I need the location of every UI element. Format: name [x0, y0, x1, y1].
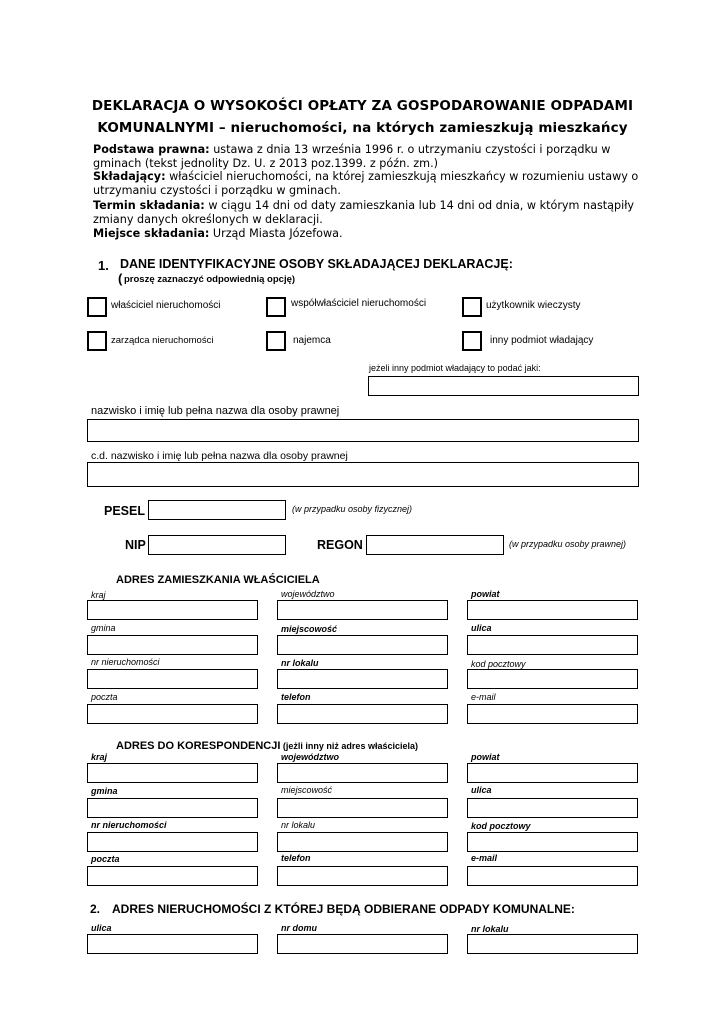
termin-text1: w ciągu 14 dni od daty zamieszkania lub 14 dni od dnia, w którym nastąpiły — [204, 199, 635, 213]
ak-poczta-label: poczta — [91, 854, 120, 864]
miejsce-label: Miejsce składania: — [93, 226, 210, 240]
az-poczta-field[interactable] — [87, 704, 258, 724]
checkbox-uzytkownik[interactable] — [462, 297, 482, 317]
ak-kraj-field[interactable] — [87, 763, 258, 783]
ak-gmina-label: gmina — [91, 786, 118, 796]
option-uzytkownik-label: użytkownik wieczysty — [486, 300, 581, 311]
podstawa-text1: ustawa z dnia 13 września 1996 r. o utrzymaniu czystości i porządku w — [209, 143, 611, 156]
nazwisko-label: nazwisko i imię lub pełna nazwa dla osoby prawnej — [91, 405, 340, 417]
section1-title: DANE IDENTYFIKACYJNE OSOBY SKŁADAJĄCEJ DEKLARACJĘ: — [120, 257, 513, 271]
az-kod-pocztowy-field[interactable] — [467, 669, 638, 689]
ak-nr-lokalu-field[interactable] — [277, 832, 448, 852]
az-nr-nieruchomosci-label: nr nieruchomości — [91, 657, 160, 667]
intro-block — [93, 143, 648, 240]
checkbox-najemca[interactable] — [266, 331, 286, 351]
az-poczta-label: poczta — [91, 692, 118, 702]
ak-email-label: e-mail — [471, 853, 498, 863]
ak-powiat-label: powiat — [471, 752, 500, 762]
regon-note: (w przypadku osoby prawnej) — [509, 539, 627, 549]
ak-telefon-label: telefon — [281, 853, 311, 863]
nip-label: NIP — [125, 538, 146, 552]
pesel-field[interactable] — [148, 500, 286, 520]
inny-podaj-label: jeżeli inny podmiot władający to podać jaki: — [369, 363, 541, 373]
nip-field[interactable] — [148, 535, 286, 555]
podstawa-text2: gminach (tekst jednolity Dz. U. z 2013 poz.1399. z późn. zm.) — [93, 156, 438, 170]
ak-title: ADRES DO KORESPONDENCJI — [116, 740, 281, 752]
ak-miejscowosc-field[interactable] — [277, 798, 448, 818]
ak-ulica-label: ulica — [471, 785, 492, 795]
termin-text2: zmiany danych określonych w deklaracji. — [93, 212, 323, 226]
az-kod-pocztowy-label: kod pocztowy — [471, 659, 526, 669]
ak-wojewodztwo-label: województwo — [281, 752, 339, 762]
ak-miejscowosc-label: miejscowość — [281, 785, 333, 795]
section1-subtitle-paren: ( — [118, 271, 123, 286]
ak-powiat-field[interactable] — [467, 763, 638, 783]
checkbox-wlasciciel[interactable] — [87, 297, 107, 317]
ak-telefon-field[interactable] — [277, 866, 448, 886]
az-powiat-field[interactable] — [467, 600, 638, 620]
az-email-field[interactable] — [467, 704, 638, 724]
checkbox-wspolwlasciciel[interactable] — [266, 297, 286, 317]
podstawa-line1 — [93, 143, 648, 157]
section2-number: 2. — [90, 902, 101, 916]
adres-korespondencji-heading — [116, 736, 418, 754]
option-zarzadca-label: zarządca nieruchomości — [111, 335, 214, 346]
checkbox-zarzadca[interactable] — [87, 331, 107, 351]
podstawa-label: Podstawa prawna: — [93, 143, 210, 156]
adres-zamieszkania-title: ADRES ZAMIESZKANIA WŁAŚCICIELA — [116, 574, 320, 586]
ak-nr-lokalu-label: nr lokalu — [281, 820, 316, 830]
section2-title: ADRES NIERUCHOMOŚCI Z KTÓREJ BĘDĄ ODBIERANE ODPADY KOMUNALNE: — [112, 902, 575, 916]
s2-nr-lokalu-field[interactable] — [467, 934, 638, 954]
ak-poczta-field[interactable] — [87, 866, 258, 886]
az-kraj-field[interactable] — [87, 600, 258, 620]
nazwisko-field[interactable] — [87, 419, 639, 442]
option-wspolwlasciciel-label: współwłaściciel nieruchomości — [291, 298, 427, 309]
s2-nr-domu-field[interactable] — [277, 934, 448, 954]
az-wojewodztwo-label: województwo — [281, 589, 335, 599]
az-telefon-field[interactable] — [277, 704, 448, 724]
section1-number: 1. — [98, 258, 109, 273]
option-wlasciciel-label: właściciel nieruchomości — [111, 300, 221, 311]
inny-podaj-field[interactable] — [368, 376, 639, 396]
pesel-label: PESEL — [104, 504, 145, 518]
ak-nr-nieruchomosci-label: nr nieruchomości — [91, 820, 167, 830]
document-title-line1: DEKLARACJA O WYSOKOŚCI OPŁATY ZA GOSPODAROWANIE ODPADAMI — [91, 98, 634, 114]
s2-nr-domu-label: nr domu — [281, 923, 317, 933]
az-gmina-field[interactable] — [87, 635, 258, 655]
az-wojewodztwo-field[interactable] — [277, 600, 448, 620]
skladajacy-line1 — [93, 170, 648, 184]
az-nr-nieruchomosci-field[interactable] — [87, 669, 258, 689]
section1-subtitle: proszę zaznaczyć odpowiednią opcję) — [124, 274, 296, 285]
skladajacy-text2: utrzymaniu czystości i porządku w gminach. — [93, 183, 341, 197]
ak-kod-pocztowy-label: kod pocztowy — [471, 821, 531, 831]
skladajacy-text1: właściciel nieruchomości, na której zamieszkują mieszkańcy w rozumieniu ustawy o — [165, 170, 639, 184]
s2-ulica-label: ulica — [91, 923, 112, 933]
ak-email-field[interactable] — [467, 866, 638, 886]
az-gmina-label: gmina — [91, 623, 116, 633]
az-ulica-label: ulica — [471, 623, 492, 633]
az-ulica-field[interactable] — [467, 635, 638, 655]
ak-nr-nieruchomosci-field[interactable] — [87, 832, 258, 852]
s2-nr-lokalu-label: nr lokalu — [471, 924, 509, 934]
az-powiat-label: powiat — [471, 589, 500, 599]
cd-nazwisko-label: c.d. nazwisko i imię lub pełna nazwa dla osoby prawnej — [91, 450, 348, 462]
ak-wojewodztwo-field[interactable] — [277, 763, 448, 783]
az-email-label: e-mail — [471, 692, 496, 702]
miejsce-text: Urząd Miasta Józefowa. — [209, 226, 343, 240]
az-miejscowosc-field[interactable] — [277, 635, 448, 655]
cd-nazwisko-field[interactable] — [87, 462, 639, 487]
ak-title-note: (jeżli inny niż adres właściciela) — [280, 741, 418, 751]
ak-ulica-field[interactable] — [467, 798, 638, 818]
az-nr-lokalu-label: nr lokalu — [281, 658, 319, 668]
regon-field[interactable] — [366, 535, 504, 555]
az-nr-lokalu-field[interactable] — [277, 669, 448, 689]
skladajacy-label: Składający: — [93, 170, 166, 184]
s2-ulica-field[interactable] — [87, 934, 258, 954]
pesel-note: (w przypadku osoby fizycznej) — [292, 504, 413, 514]
termin-line1 — [93, 199, 648, 213]
ak-kraj-label: kraj — [91, 752, 108, 762]
ak-kod-pocztowy-field[interactable] — [467, 832, 638, 852]
az-kraj-label: kraj — [91, 590, 106, 600]
option-najemca-label: najemca — [293, 335, 331, 346]
ak-gmina-field[interactable] — [87, 798, 258, 818]
document-title-line2: KOMUNALNYMI – nieruchomości, na których zamieszkują mieszkańcy — [97, 120, 628, 136]
termin-label: Termin składania: — [93, 199, 205, 213]
option-inny-label: inny podmiot władający — [490, 335, 594, 346]
regon-label: REGON — [317, 538, 363, 552]
az-telefon-label: telefon — [281, 692, 311, 702]
miejsce-line — [93, 227, 648, 241]
checkbox-inny[interactable] — [462, 331, 482, 351]
az-miejscowosc-label: miejscowość — [281, 624, 338, 634]
